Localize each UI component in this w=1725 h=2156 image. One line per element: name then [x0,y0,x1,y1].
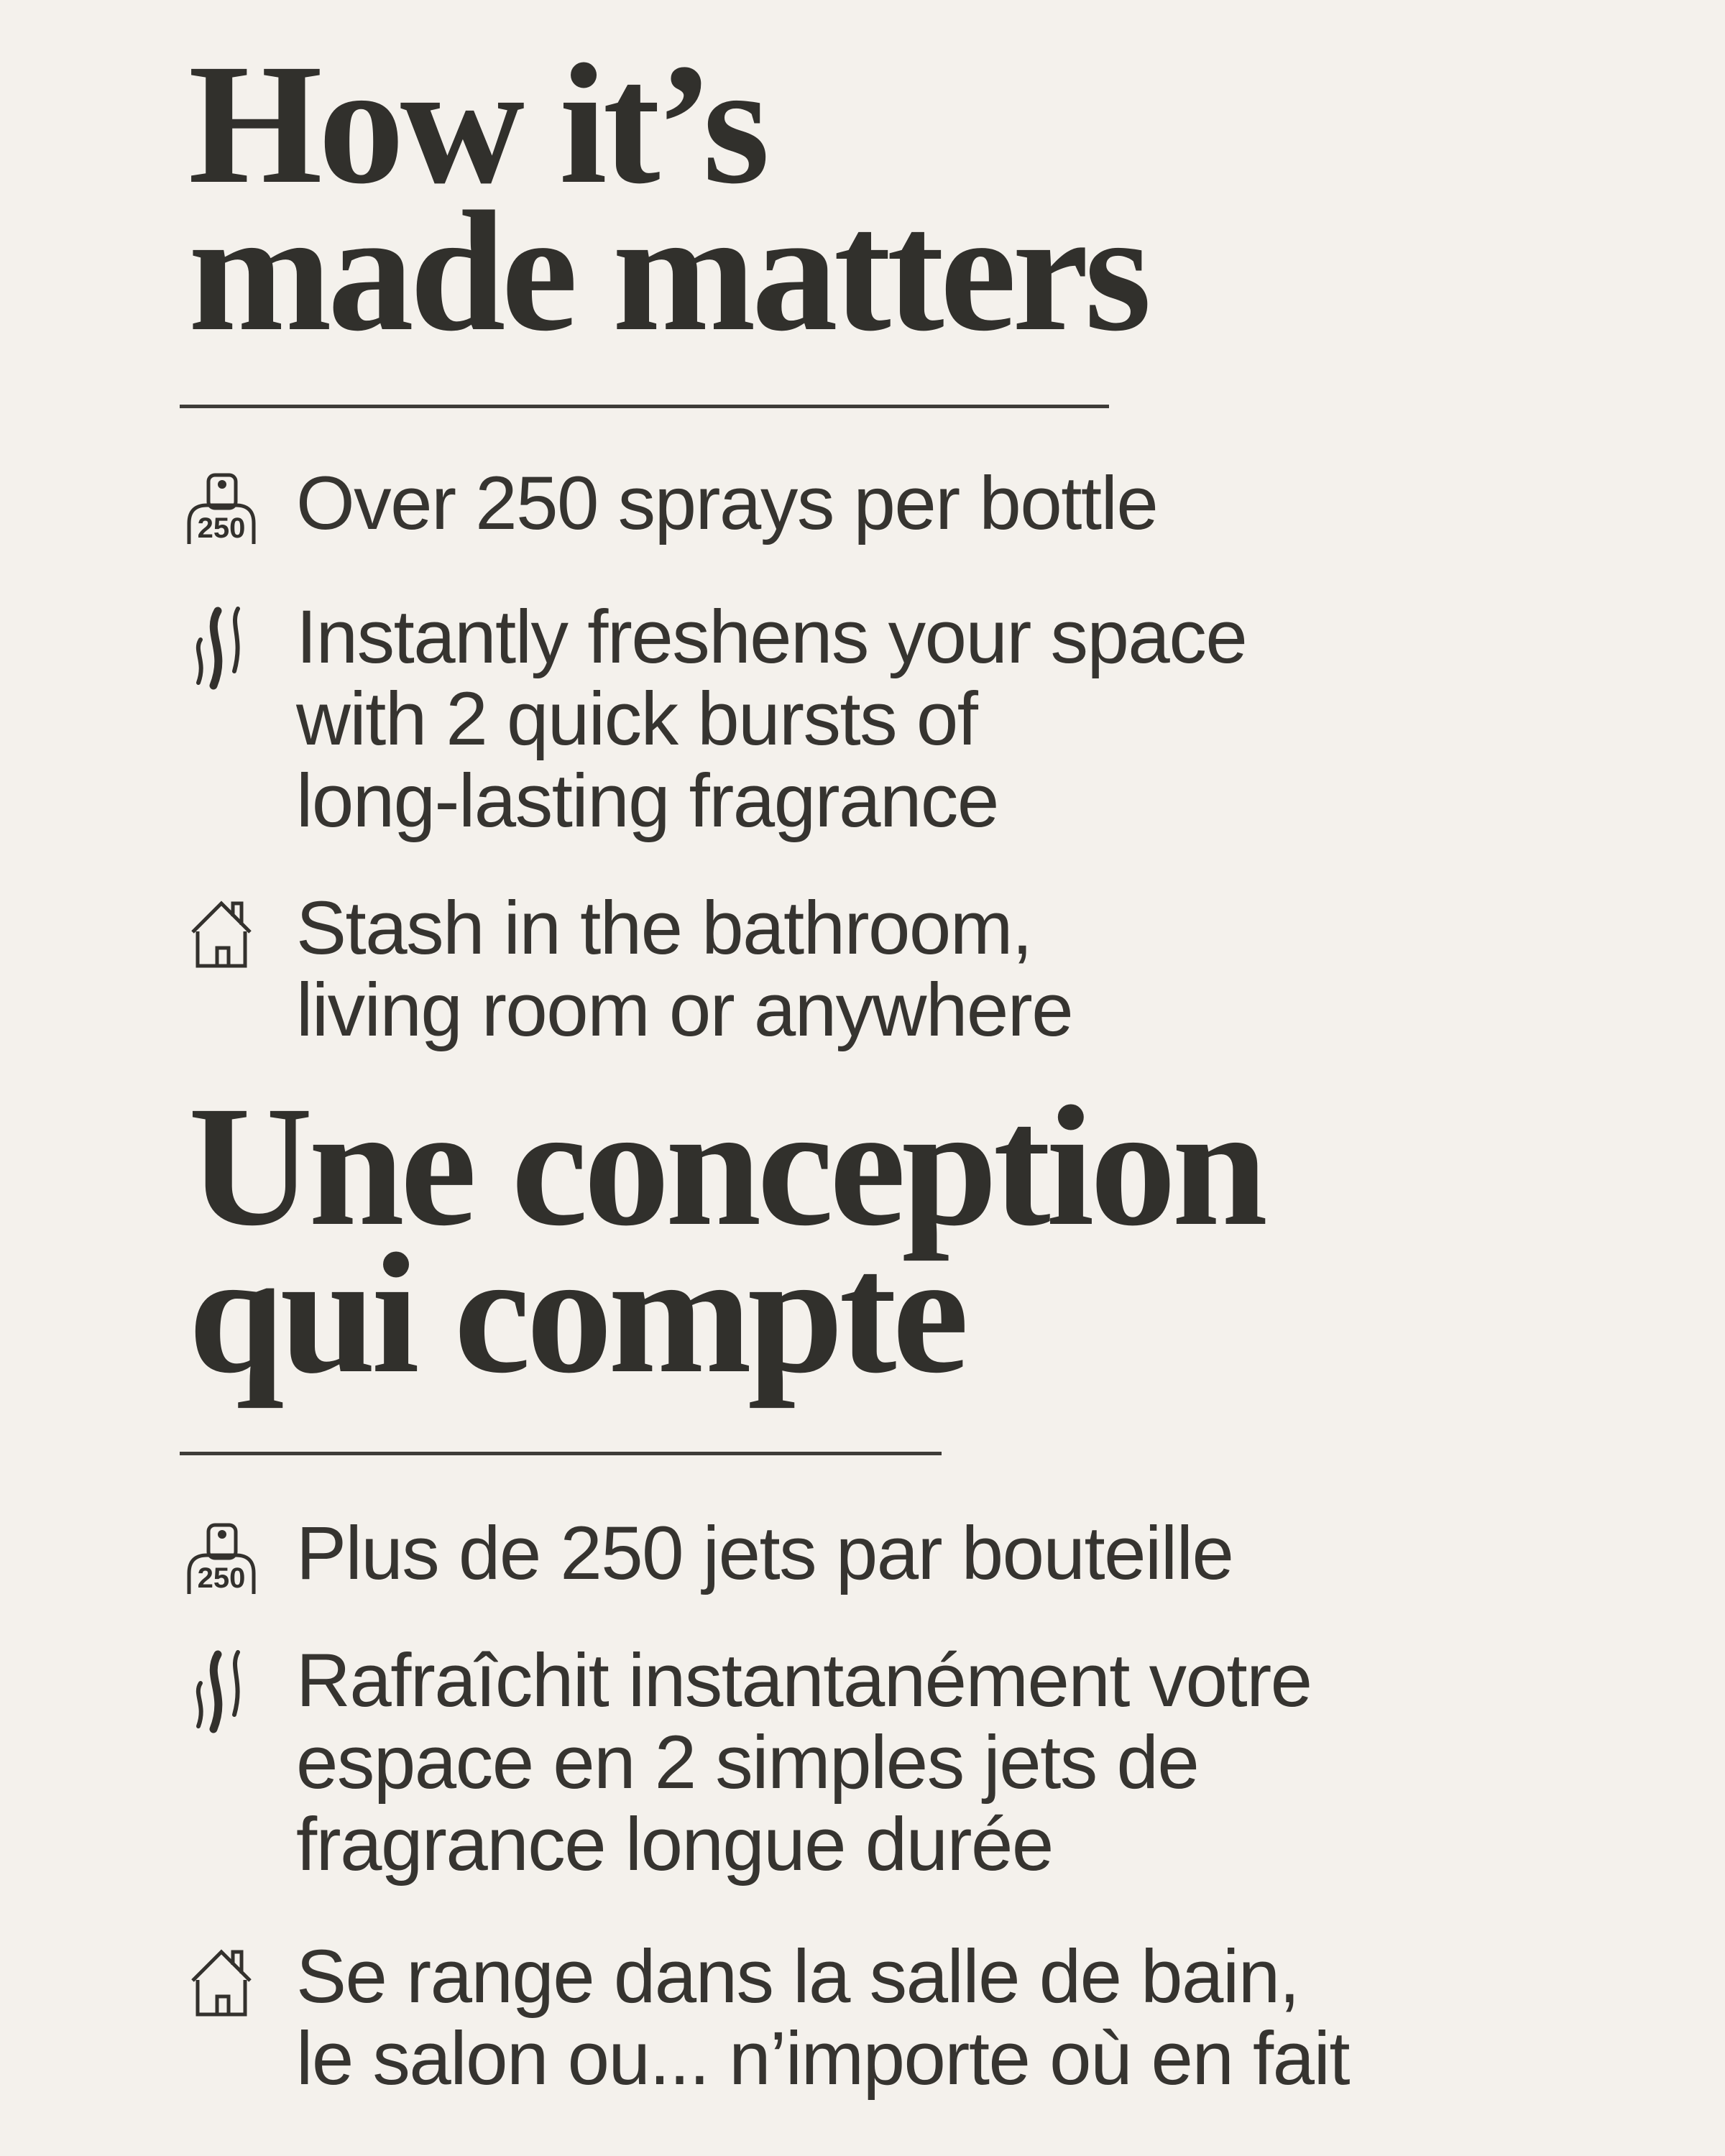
bullet-line: living room or anywhere [296,968,1073,1052]
heading-line: Une conception [188,1070,1264,1261]
heading-english [188,28,1148,367]
bullet-line: le salon ou... n’importe où en fait [296,2017,1350,2101]
bullet-text [296,888,1072,1051]
bullet-line: Stash in the bathroom, [296,886,1032,970]
bullet-text [296,596,1246,842]
bullet-line: fragrance longue durée [296,1802,1053,1886]
bullet-line: long-lasting fragrance [296,759,998,843]
house-icon [185,898,257,969]
svg-text:250: 250 [197,1562,246,1594]
bullet-line: Se range dans la salle de bain, [296,1935,1300,2019]
bullet-fr-jets [185,1513,1233,1595]
bullet-line: Instantly freshens your space [296,595,1247,679]
bullet-line: Rafraîchit instantanément votre [296,1639,1312,1723]
heading-line: made matters [188,175,1148,367]
bullet-en-stash [185,888,1072,1051]
divider-english [180,405,1109,408]
divider-french [180,1452,942,1455]
bullet-line: Over 250 sprays per bottle [296,461,1158,545]
bullet-text [296,1936,1349,2100]
bullet-text [296,1640,1312,1886]
spray-bottle-250-icon [185,473,257,545]
bullet-en-freshens [185,596,1246,842]
bullet-fr-serange [185,1936,1349,2100]
spray-bottle-250-icon [185,1523,257,1595]
fragrance-smoke-icon [185,607,257,690]
bullet-text [296,463,1157,545]
svg-text:250: 250 [197,512,246,544]
bullet-line: espace en 2 simples jets de [296,1720,1199,1805]
heading-line: How it’s [188,28,766,219]
bullet-text [296,1513,1233,1595]
bullet-fr-rafraichit [185,1640,1312,1886]
bullet-en-sprays [185,463,1157,545]
fragrance-smoke-icon [185,1650,257,1733]
bullet-line: with 2 quick bursts of [296,677,978,761]
bullet-line: Plus de 250 jets par bouteille [296,1511,1233,1595]
heading-line: qui compte [188,1217,965,1409]
heading-french [188,1070,1264,1409]
house-icon [185,1946,257,2018]
